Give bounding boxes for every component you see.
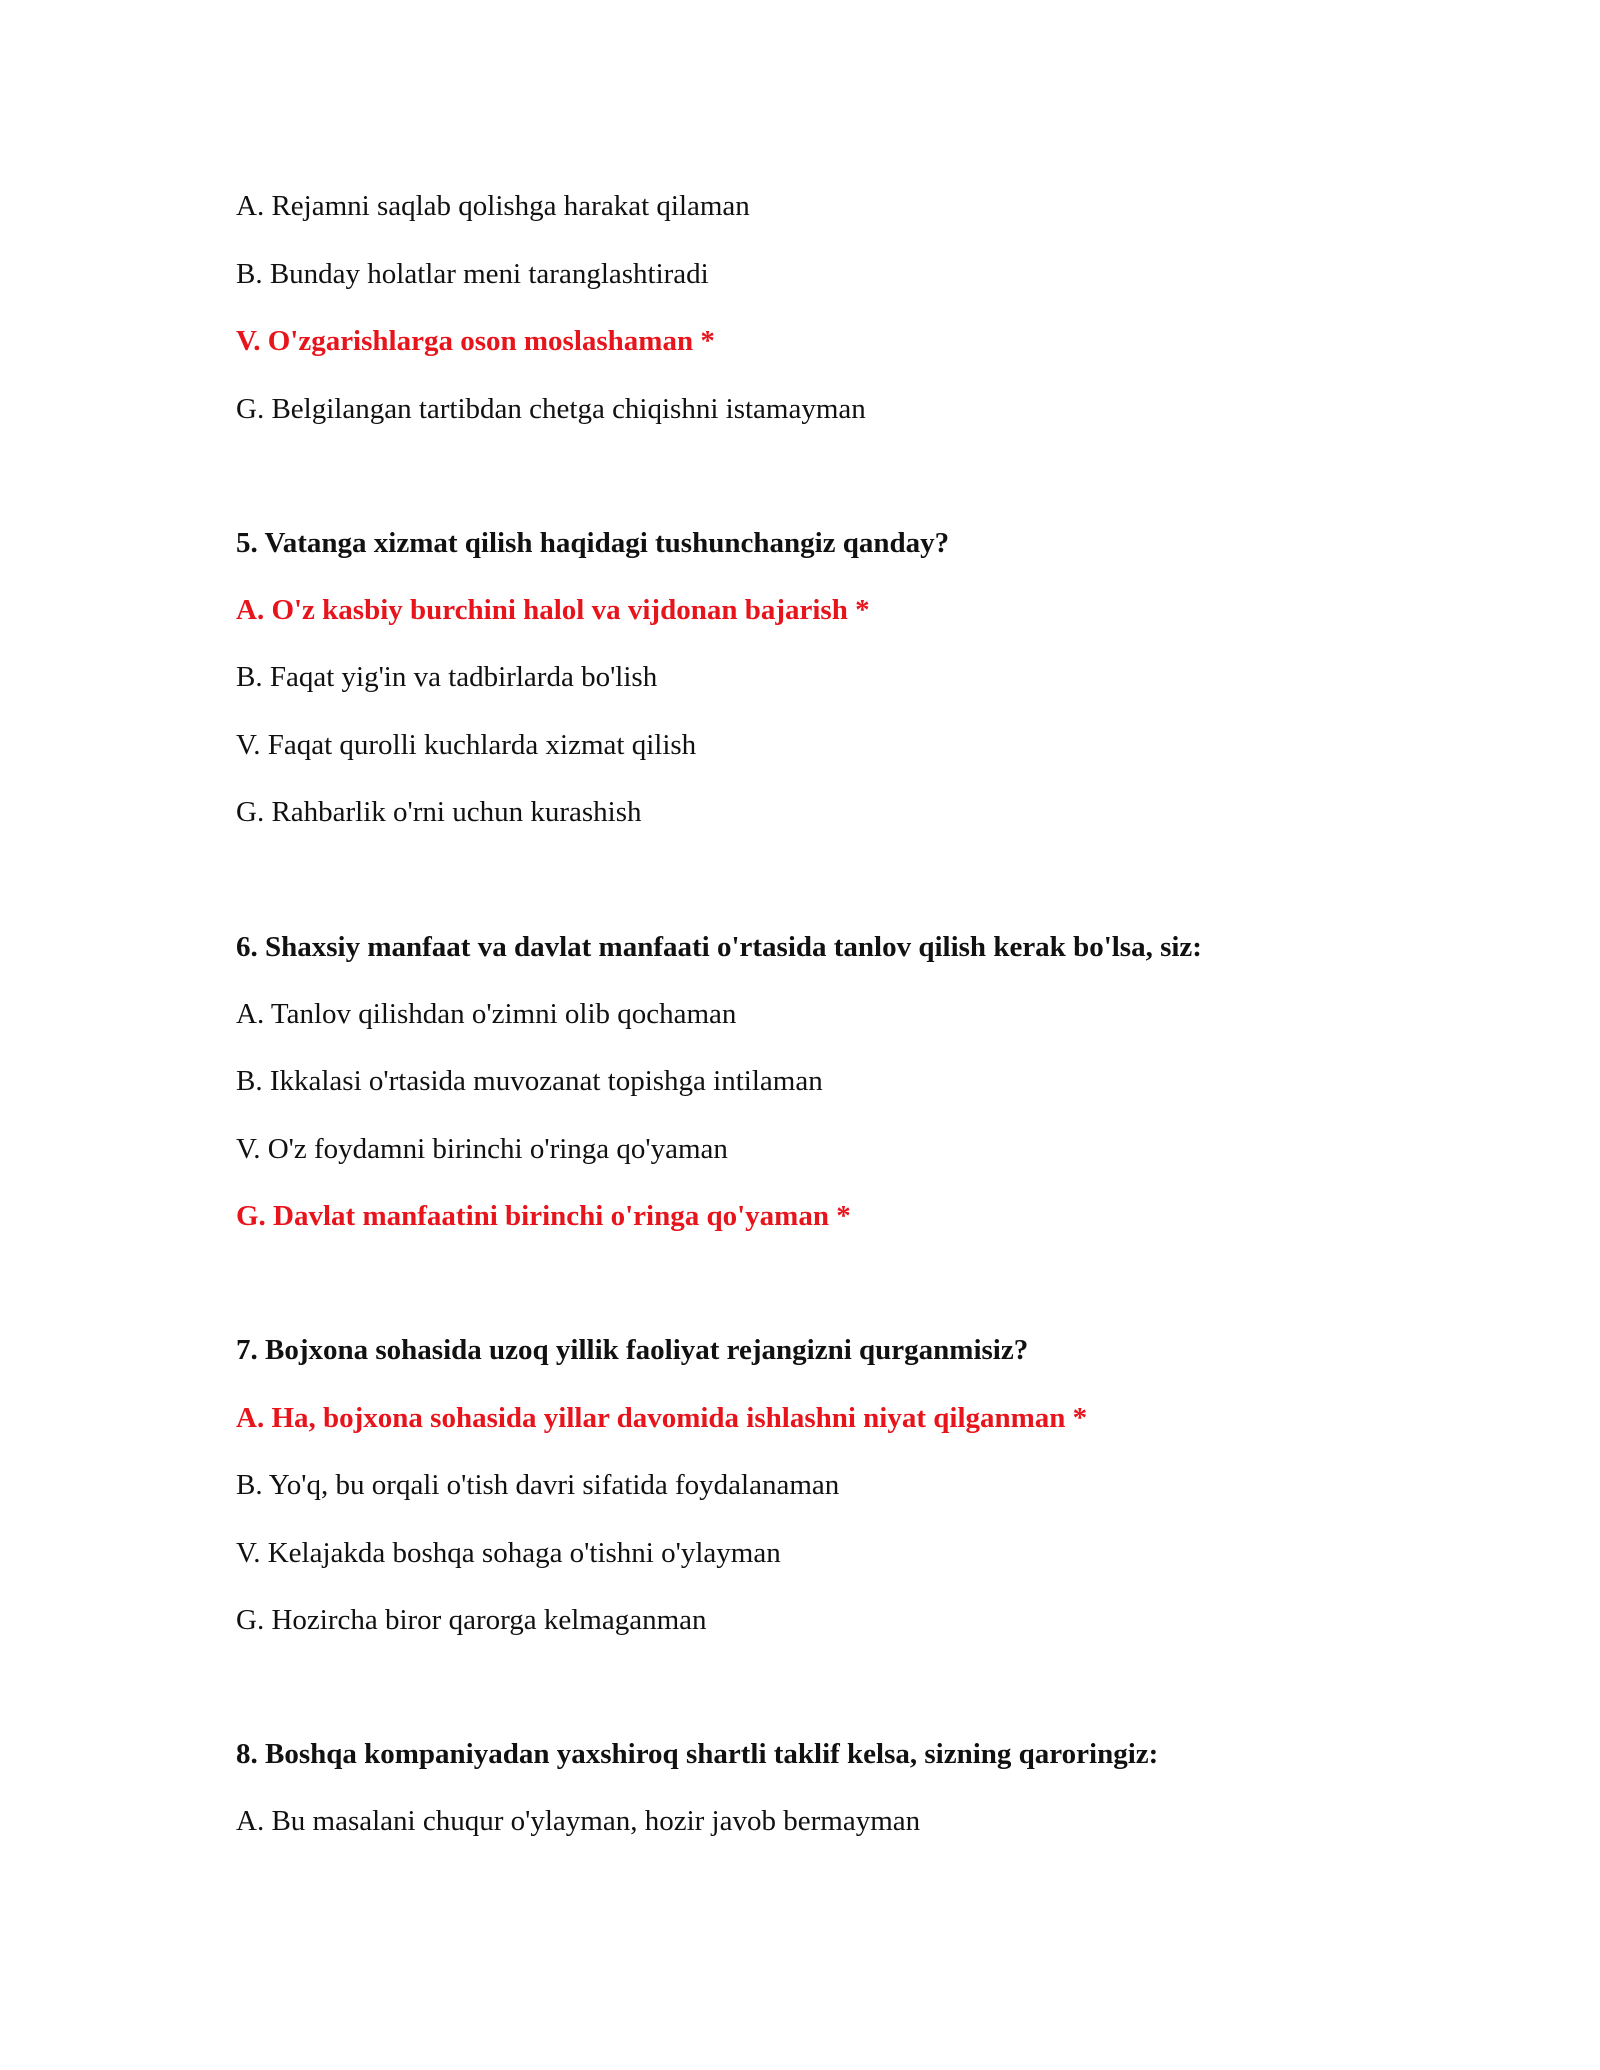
q6-option-b: B. Ikkalasi o'rtasida muvozanat topishga intilaman bbox=[236, 1065, 823, 1097]
q7-option-a-correct: A. Ha, bojxona sohasida yillar davomida ishlashni niyat qilganman * bbox=[236, 1402, 1088, 1434]
q6-option-g-correct: G. Davlat manfaatini birinchi o'ringa qo'yaman * bbox=[236, 1200, 851, 1232]
q7-option-g: G. Hozircha biror qarorga kelmaganman bbox=[236, 1604, 707, 1636]
q5-option-v: V. Faqat qurolli kuchlarda xizmat qilish bbox=[236, 729, 697, 761]
q7-option-b: B. Yo'q, bu orqali o'tish davri sifatida foydalanaman bbox=[236, 1469, 840, 1501]
q4-option-v-correct: V. O'zgarishlarga oson moslashaman * bbox=[236, 325, 715, 357]
q4-option-b: B. Bunday holatlar meni taranglashtiradi bbox=[236, 258, 709, 290]
q6-option-a: A. Tanlov qilishdan o'zimni olib qochaman bbox=[236, 998, 737, 1030]
question-5-title: 5. Vatanga xizmat qilish haqidagi tushunchangiz qanday? bbox=[236, 527, 950, 559]
q5-option-g: G. Rahbarlik o'rni uchun kurashish bbox=[236, 796, 642, 828]
q4-option-g: G. Belgilangan tartibdan chetga chiqishni istamayman bbox=[236, 393, 866, 425]
q7-option-v: V. Kelajakda boshqa sohaga o'tishni o'ylayman bbox=[236, 1537, 781, 1569]
q5-option-a-correct: A. O'z kasbiy burchini halol va vijdonan bajarish * bbox=[236, 594, 870, 626]
q8-option-a: A. Bu masalani chuqur o'ylayman, hozir javob bermayman bbox=[236, 1805, 921, 1837]
question-7-title: 7. Bojxona sohasida uzoq yillik faoliyat rejangizni qurganmisiz? bbox=[236, 1334, 1029, 1366]
question-6-title: 6. Shaxsiy manfaat va davlat manfaati o'rtasida tanlov qilish kerak bo'lsa, siz: bbox=[236, 931, 1202, 963]
q6-option-v: V. O'z foydamni birinchi o'ringa qo'yaman bbox=[236, 1133, 728, 1165]
q5-option-b: B. Faqat yig'in va tadbirlarda bo'lish bbox=[236, 661, 658, 693]
question-8-title: 8. Boshqa kompaniyadan yaxshiroq shartli taklif kelsa, sizning qaroringiz: bbox=[236, 1738, 1159, 1770]
q4-option-a: A. Rejamni saqlab qolishga harakat qilaman bbox=[236, 190, 750, 222]
